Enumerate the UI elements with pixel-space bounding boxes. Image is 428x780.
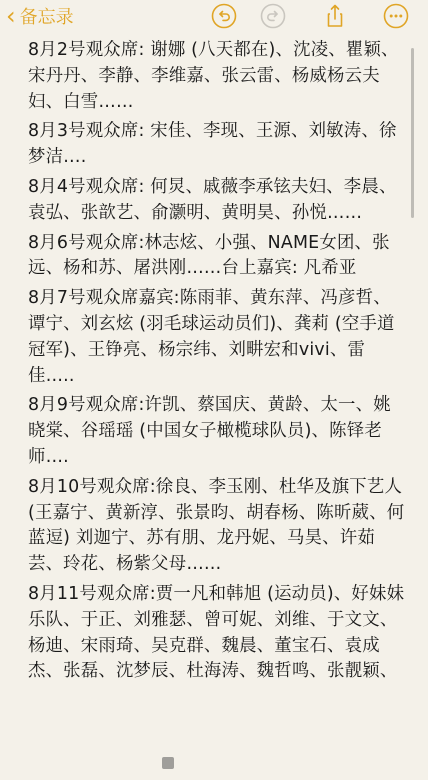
redo-button[interactable]: [260, 3, 286, 29]
note-paragraph-aug10: 8月10号观众席:徐良、李玉刚、杜华及旗下艺人 (王嘉宁、黄新淳、张景昀、胡春杨、陈昕葳、何蓝逗) 刘迦宁、苏有朋、龙丹妮、马昊、许茹芸、玲花、杨紫父母……: [28, 476, 405, 575]
redo-icon: [260, 3, 286, 29]
scroll-indicator[interactable]: [411, 48, 414, 218]
note-body[interactable]: [28, 38, 406, 685]
note-paragraph-aug11: 8月11号观众席:贾一凡和韩旭 (运动员)、好妹妹乐队、于正、刘雅瑟、曾可妮、刘维、于文文、杨迪、宋雨琦、吴克群、魏晨、董宝石、袁成杰、张磊、沈梦辰、杜海涛、魏哲鸣、张靓颖、: [28, 583, 405, 682]
note-paragraph-aug7: 8月7号观众席嘉宾:陈雨菲、黄东萍、冯彦哲、谭宁、刘玄炫 (羽毛球运动员们)、龚莉 (空手道冠军)、王铮亮、杨宗纬、刘畊宏和vivi、雷佳…..: [28, 288, 395, 386]
note-paragraph-aug6: 8月6号观众席:林志炫、小强、NAME女团、张远、杨和苏、屠洪刚……台上嘉宾: 凡希亚: [28, 232, 390, 279]
more-button[interactable]: [383, 3, 409, 29]
share-icon: [322, 3, 348, 29]
note-paragraph-aug4: 8月4号观众席: 何炅、戚薇李承铉夫妇、李晨、袁弘、张歆艺、俞灏明、黄明昊、孙悦……: [28, 176, 397, 223]
note-paragraph-aug9: 8月9号观众席:许凯、蔡国庆、黄龄、太一、姚晓棠、谷瑶瑶 (中国女子橄榄球队员)、陈铎老师….: [28, 395, 391, 467]
share-button[interactable]: [322, 3, 348, 29]
more-icon: [383, 3, 409, 29]
undo-button[interactable]: [211, 3, 237, 29]
chevron-left-icon: ‹: [6, 2, 16, 30]
watermark: [162, 753, 174, 773]
back-button[interactable]: [6, 2, 74, 30]
watermark-logo-icon: [162, 757, 174, 769]
undo-icon: [211, 3, 237, 29]
back-label: 备忘录: [19, 7, 74, 28]
top-toolbar: [0, 0, 428, 36]
note-paragraph-aug3: 8月3号观众席: 宋佳、李现、王源、刘敏涛、徐梦洁….: [28, 121, 397, 168]
note-paragraph-aug2: 8月2号观众席: 谢娜 (八天都在)、沈凌、瞿颖、宋丹丹、李静、李维嘉、张云雷、杨威杨云夫妇、白雪……: [28, 40, 399, 112]
